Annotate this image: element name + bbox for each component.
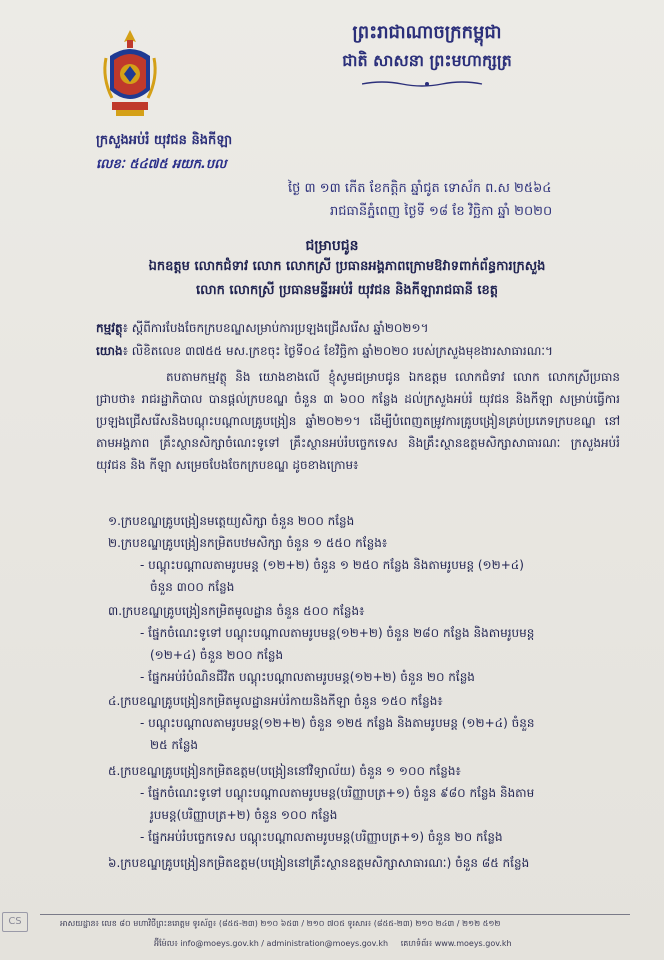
- list-item: ៦.ក្របខណ្ឌគ្រូបង្រៀនកម្រិតឧត្ដម(បង្រៀននៅគ្រឹះស្ថានឧត្ដមសិក្សាសាធារណៈ) ចំនួន ៨៥ កន្លែង: [108, 856, 530, 870]
- footer-address: អាសយដ្ឋាន៖ លេខ ៨០ មហាវិថីព្រះនរោត្តម ទូរស័ព្ទ៖ (៨៥៥-២៣) ២១០ ៦៥៣ / ២១០ ៧០៥ ទូរសារ៖ (៨៥៥-២៣) ២១០ ២៤៣ / ២១២ ៥១២: [60, 919, 501, 928]
- date-lunar: ថ្ងៃ ៣ ១៣ កើត ខែកត្តិក ឆ្នាំជូត ទោស័ក ព.ស ២៥៦៤: [288, 181, 552, 196]
- sub-list-item: - ផ្នែកចំណេះទូទៅ បណ្ដុះបណ្ដាលតាមរូបមន្ត(បរិញ្ញាបត្រ+១) ចំនួន ៩៨០ កន្លែង និងតាម: [140, 782, 600, 804]
- salutation: ជម្រាបជូន: [305, 238, 359, 254]
- date-solar: រាជធានីភ្នំពេញ ថ្ងៃទី ១៨ ខែ វិច្ឆិកា ឆ្នាំ ២០២០: [330, 204, 553, 219]
- website-label: គេហទំព័រ៖: [400, 939, 433, 948]
- subject-text: ស្ដីពីការបែងចែកក្របខណ្ឌសម្រាប់ការប្រឡងជ្រើសរើស ឆ្នាំ២០២១។: [131, 321, 429, 335]
- national-motto: ជាតិ សាសនា ព្រះមហាក្សត្រ: [342, 51, 512, 70]
- list-item: ២.ក្របខណ្ឌគ្រូបង្រៀនកម្រិតបឋមសិក្សា ចំនួន ១ ៥៥០ កន្លែង៖: [108, 536, 388, 550]
- footer-divider: [40, 914, 630, 915]
- addressee-line-1: ឯកឧត្តម លោកជំទាវ លោក លោកស្រី ប្រធានអង្គភាពក្រោមឱវាទពាក់ព័ន្ធការក្រសួង: [148, 259, 546, 274]
- list-item: ៤.ក្របខណ្ឌគ្រូបង្រៀនកម្រិតមូលដ្ឋានអប់រំកាយនិងកីឡា ចំនួន ១៥០ កន្លែង៖: [108, 694, 443, 708]
- scanner-watermark: CS: [2, 912, 28, 932]
- sub-list-item: - ផ្នែកអប់រំបច្ចេកទេស បណ្ដុះបណ្ដាលតាមរូបមន្ត(បរិញ្ញាបត្រ+១) ចំនួន ២០ កន្លែង: [140, 826, 600, 848]
- sub-list-item: រូបមន្ត(បរិញ្ញាបត្រ+២) ចំនួន ១០០ កន្លែង: [150, 808, 338, 822]
- addressee-line-2: លោក លោកស្រី ប្រធានមន្ទីរអប់រំ យុវជន និងកីឡារាជធានី ខេត្ត: [195, 283, 499, 298]
- ministry-name: ក្រសួងអប់រំ យុវជន និងកីឡា: [96, 133, 233, 148]
- reference-number: លេខៈ ៥៤៧៥ អយក.បល: [96, 157, 227, 172]
- reference-line: យោង៖ លិខិតលេខ ៣៧៥៥ មស.ក្រខចុះ ថ្ងៃទី០៤ ខែវិច្ឆិកា ឆ្នាំ២០២០ របស់ក្រសួងមុខងារសាធារណៈ។: [96, 344, 553, 358]
- subject-line: កម្មវត្ថុ៖ ស្ដីពីការបែងចែកក្របខណ្ឌសម្រាប់ការប្រឡងជ្រើសរើស ឆ្នាំ២០២១។: [96, 321, 429, 335]
- reference-text: លិខិតលេខ ៣៧៥៥ មស.ក្រខចុះ ថ្ងៃទី០៤ ខែវិច្ឆិកា ឆ្នាំ២០២០ របស់ក្រសួងមុខងារសាធារណៈ។: [131, 344, 553, 358]
- body-paragraph: តបតាមកម្មវត្ថុ និង យោងខាងលើ ខ្ញុំសូមជម្រាបជូន ឯកឧត្តម លោកជំទាវ លោក លោកស្រីប្រធាន ជ្រាបថា៖ រាជរដ្ឋាភិបាល បានផ្ដល់ក្របខណ្ឌ ចំនួន ៣ ៦០០ កន្លែង ដល់ក្រសួងអប់រំ យុវជន និងកីឡា សម្រាប់ធ្វើការប្រឡងជ្រើសរើសនិងបណ្ដុះបណ្ដាលគ្រូបង្រៀន ឆ្នាំ២០២១។ ដើម្បីបំពេញតម្រូវការគ្រូបង្រៀនគ្រប់ប្រភេទក្របខណ្ឌ នៅតាមអង្គភាព គ្រឹះស្ថានសិក្សាចំណេះទូទៅ គ្រឹះស្ថានអប់រំបច្ចេកទេស និងគ្រឹះស្ថានឧត្ដមសិក្សាសាធារណៈ ក្រសួងអប់រំ យុវជន និង កីឡា សម្រេចបែងចែកក្របខណ្ឌ ដូចខាងក្រោម៖: [96, 370, 620, 472]
- footer-contacts: [154, 938, 624, 950]
- reference-label: យោង: [96, 344, 123, 358]
- website-link[interactable]: www.moeys.gov.kh: [434, 939, 512, 948]
- sub-list-item: ចំនួន ៣០០ កន្លែង: [150, 580, 235, 594]
- sub-list-item: ២៥ កន្លែង: [150, 738, 199, 752]
- sub-list-item: - បណ្ដុះបណ្ដាលតាមរូបមន្ត (១២+២) ចំនួន ១ ២៥០ កន្លែង និងតាមរូបមន្ត (១២+៤): [140, 554, 600, 576]
- sub-list-item: (១២+៤) ចំនួន ២០០ កន្លែង: [150, 648, 284, 662]
- sub-list-item: - បណ្ដុះបណ្ដាលតាមរូបមន្ត(១២+២) ចំនួន ១២៥ កន្លែង និងតាមរូបមន្ត (១២+៤) ចំនួន: [140, 712, 600, 734]
- email-label: អ៊ីម៉ែល៖: [154, 939, 178, 948]
- kingdom-title: ព្រះរាជាណាចក្រកម្ពុជា: [352, 22, 502, 43]
- sub-list-item: - ផ្នែកចំណេះទូទៅ បណ្ដុះបណ្ដាលតាមរូបមន្ត(១២+២) ចំនួន ២៨០ កន្លែង និងតាមរូបមន្ត: [140, 622, 600, 644]
- list-item: ១.ក្របខណ្ឌគ្រូបង្រៀនមត្តេយ្យសិក្សា ចំនួន ២០០ កន្លែង: [108, 514, 355, 528]
- sub-list-item: - ផ្នែកអប់រំបំណិនជីវិត បណ្ដុះបណ្ដាលតាមរូបមន្ត(១២+២) ចំនួន ២០ កន្លែង: [140, 666, 600, 688]
- list-item: ៣.ក្របខណ្ឌគ្រូបង្រៀនកម្រិតមូលដ្ឋាន ចំនួន ៥០០ កន្លែង៖: [108, 604, 365, 618]
- ornament-divider-icon: [362, 80, 492, 88]
- list-item: ៥.ក្របខណ្ឌគ្រូបង្រៀនកម្រិតឧត្ដម(បង្រៀននៅវិទ្យាល័យ) ចំនួន ១ ១០០ កន្លែង៖: [108, 764, 461, 778]
- ministry-emblem-icon: [100, 28, 160, 120]
- email-link[interactable]: info@moeys.gov.kh / administration@moeys.gov.kh: [180, 939, 389, 948]
- subject-label: កម្មវត្ថុ: [96, 321, 123, 335]
